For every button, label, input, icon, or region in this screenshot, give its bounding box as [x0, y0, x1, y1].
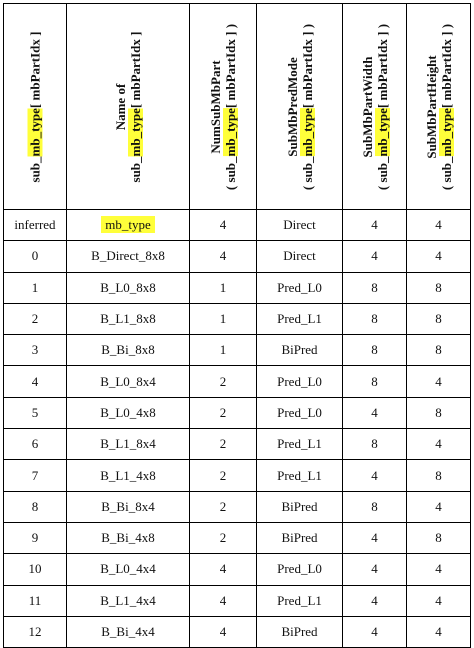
cell-height: 8: [407, 397, 471, 428]
cell-num-parts: 4: [190, 241, 257, 272]
cell-name: B_L1_4x4: [67, 585, 190, 616]
cell-pred-mode: Pred_L0: [257, 272, 343, 303]
cell-num-parts: 1: [190, 335, 257, 366]
table-row: [4, 397, 471, 428]
cell-name: B_L0_4x4: [67, 554, 190, 585]
cell-pred-mode: BiPred: [257, 522, 343, 553]
cell-width: 4: [343, 241, 407, 272]
header-row: [4, 4, 471, 210]
cell-pred-mode: Pred_L0: [257, 397, 343, 428]
cell-sub-mb-type: 6: [4, 429, 67, 460]
cell-name: B_Bi_4x4: [67, 616, 190, 647]
header-sub-mb-pred-mode: SubMbPredMode ( sub_mb_type[ mbPartIdx ] ): [257, 4, 343, 210]
cell-height: 8: [407, 303, 471, 334]
cell-num-parts: 1: [190, 303, 257, 334]
sub-mb-type-table: [3, 3, 471, 648]
cell-height: 4: [407, 491, 471, 522]
cell-num-parts: 2: [190, 522, 257, 553]
table-row: [4, 272, 471, 303]
cell-sub-mb-type: 8: [4, 491, 67, 522]
table-row: [4, 585, 471, 616]
cell-height: 4: [407, 210, 471, 241]
header-name: Name of sub_mb_type[ mbPartIdx ]: [67, 4, 190, 210]
table-row: [4, 210, 471, 241]
cell-sub-mb-type: 4: [4, 366, 67, 397]
cell-width: 8: [343, 303, 407, 334]
cell-width: 8: [343, 429, 407, 460]
cell-name: [67, 210, 190, 241]
cell-num-parts: 2: [190, 429, 257, 460]
cell-height: 4: [407, 366, 471, 397]
cell-num-parts: 4: [190, 585, 257, 616]
cell-pred-mode: Pred_L0: [257, 554, 343, 585]
cell-name: B_L0_4x8: [67, 397, 190, 428]
cell-height: 8: [407, 460, 471, 491]
cell-height: 4: [407, 554, 471, 585]
cell-pred-mode: Pred_L1: [257, 460, 343, 491]
cell-sub-mb-type: 2: [4, 303, 67, 334]
cell-width: 8: [343, 366, 407, 397]
header-sub-mb-type: sub_mb_type[ mbPartIdx ]: [4, 4, 67, 210]
cell-pred-mode: BiPred: [257, 616, 343, 647]
cell-width: 4: [343, 460, 407, 491]
cell-sub-mb-type: 7: [4, 460, 67, 491]
table-row: [4, 366, 471, 397]
cell-width: 4: [343, 554, 407, 585]
cell-width: 4: [343, 397, 407, 428]
cell-sub-mb-type: 10: [4, 554, 67, 585]
cell-pred-mode: Direct: [257, 210, 343, 241]
cell-name: B_Bi_4x8: [67, 522, 190, 553]
cell-name: B_L1_8x8: [67, 303, 190, 334]
cell-pred-mode: BiPred: [257, 335, 343, 366]
table-row: [4, 554, 471, 585]
cell-num-parts: 2: [190, 491, 257, 522]
header-num-sub-mb-part: NumSubMbPart ( sub_mb_type[ mbPartIdx ] ): [190, 4, 257, 210]
cell-sub-mb-type: 9: [4, 522, 67, 553]
cell-sub-mb-type: 11: [4, 585, 67, 616]
cell-pred-mode: Pred_L1: [257, 303, 343, 334]
cell-name: B_L0_8x8: [67, 272, 190, 303]
cell-num-parts: 2: [190, 366, 257, 397]
cell-pred-mode: Pred_L1: [257, 429, 343, 460]
cell-name: B_L1_8x4: [67, 429, 190, 460]
cell-num-parts: 2: [190, 397, 257, 428]
cell-width: 8: [343, 335, 407, 366]
cell-name: B_L1_4x8: [67, 460, 190, 491]
cell-sub-mb-type: 0: [4, 241, 67, 272]
table-row: [4, 616, 471, 647]
cell-height: 8: [407, 522, 471, 553]
cell-pred-mode: BiPred: [257, 491, 343, 522]
cell-width: 4: [343, 585, 407, 616]
cell-width: 4: [343, 522, 407, 553]
cell-width: 4: [343, 616, 407, 647]
header-sub-mb-part-height: SubMbPartHeight ( sub_mb_type[ mbPartIdx ] ): [407, 4, 471, 210]
cell-pred-mode: Pred_L1: [257, 585, 343, 616]
cell-width: 8: [343, 491, 407, 522]
cell-height: 8: [407, 335, 471, 366]
cell-sub-mb-type: 5: [4, 397, 67, 428]
table-row: [4, 335, 471, 366]
cell-pred-mode: Pred_L0: [257, 366, 343, 397]
cell-name: B_L0_8x4: [67, 366, 190, 397]
table-row: [4, 491, 471, 522]
cell-sub-mb-type: 1: [4, 272, 67, 303]
cell-sub-mb-type: inferred: [4, 210, 67, 241]
cell-num-parts: 4: [190, 210, 257, 241]
cell-height: 4: [407, 585, 471, 616]
cell-name: B_Bi_8x8: [67, 335, 190, 366]
cell-width: 8: [343, 272, 407, 303]
table-row: [4, 460, 471, 491]
cell-name: B_Bi_8x4: [67, 491, 190, 522]
cell-width: 4: [343, 210, 407, 241]
cell-height: 4: [407, 241, 471, 272]
cell-height: 8: [407, 272, 471, 303]
cell-sub-mb-type: 12: [4, 616, 67, 647]
cell-name: B_Direct_8x8: [67, 241, 190, 272]
table-row: [4, 429, 471, 460]
cell-height: 4: [407, 429, 471, 460]
table-row: [4, 522, 471, 553]
cell-num-parts: 4: [190, 554, 257, 585]
table-row: [4, 303, 471, 334]
cell-pred-mode: Direct: [257, 241, 343, 272]
cell-num-parts: 2: [190, 460, 257, 491]
cell-sub-mb-type: 3: [4, 335, 67, 366]
table-row: [4, 241, 471, 272]
cell-num-parts: 1: [190, 272, 257, 303]
cell-name-highlight: mb_type: [101, 216, 155, 233]
header-sub-mb-part-width: SubMbPartWidth ( sub_mb_type[ mbPartIdx ] ): [343, 4, 407, 210]
cell-height: 4: [407, 616, 471, 647]
cell-num-parts: 4: [190, 616, 257, 647]
